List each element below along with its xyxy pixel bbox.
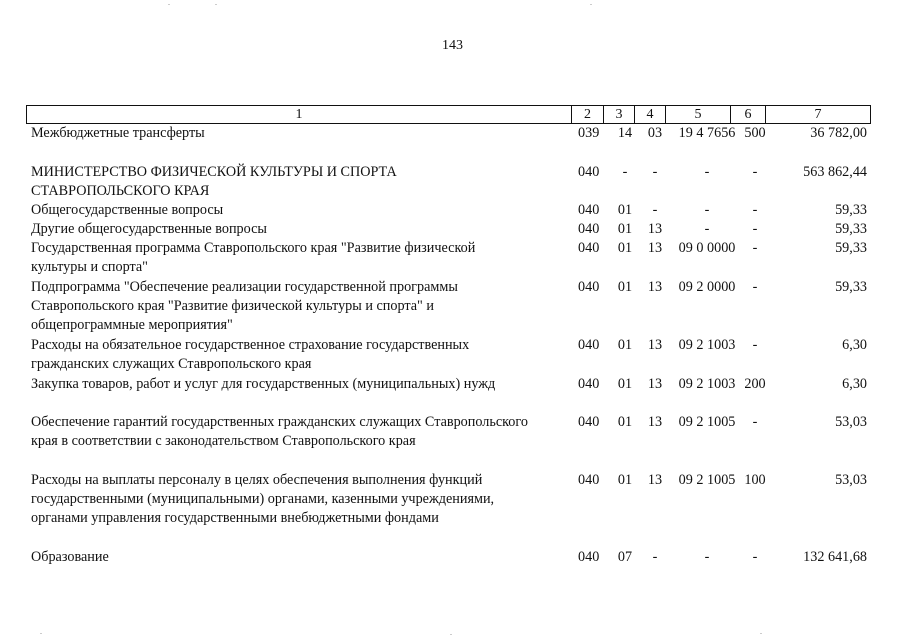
row-name: Межбюджетные трансферты [31, 125, 205, 141]
scan-speck [40, 633, 42, 634]
row-amount: 53,03 [835, 472, 867, 488]
row-section: 01 [617, 414, 633, 430]
row-section: 01 [617, 279, 633, 295]
row-ministry-code: 039 [578, 125, 600, 141]
scan-speck [168, 4, 170, 5]
row-expense-type: 200 [744, 376, 766, 392]
row-target-article: 09 2 1003 [678, 376, 736, 392]
row-ministry-code: 040 [578, 549, 600, 565]
row-expense-type: - [752, 337, 758, 353]
row-name: Обеспечение гарантий государственных гражданских служащих Ставропольского края в соответствии с законодательством Ставропольского края [31, 414, 528, 449]
row-section: 01 [617, 472, 633, 488]
row-section: 01 [617, 240, 633, 256]
column-header-3: 3 [604, 106, 635, 124]
scan-speck [215, 4, 217, 5]
row-target-article: - [704, 221, 710, 237]
row-section: 01 [617, 376, 633, 392]
row-section: 07 [617, 549, 633, 565]
row-expense-type: - [752, 279, 758, 295]
column-header-4: 4 [635, 106, 666, 124]
row-ministry-code: 040 [578, 337, 600, 353]
row-amount: 53,03 [835, 414, 867, 430]
row-ministry-code: 040 [578, 221, 600, 237]
column-header-6: 6 [731, 106, 766, 124]
row-target-article: - [704, 202, 710, 218]
row-amount: 132 641,68 [803, 549, 867, 565]
row-target-article: 09 2 1003 [678, 337, 736, 353]
row-section: - [622, 164, 628, 180]
row-expense-type: 100 [744, 472, 766, 488]
row-target-article: 09 2 0000 [678, 279, 736, 295]
row-subsection: 13 [647, 221, 663, 237]
row-name: МИНИСТЕРСТВО ФИЗИЧЕСКОЙ КУЛЬТУРЫ И СПОРТА СТАВРОПОЛЬСКОГО КРАЯ [31, 164, 397, 199]
row-subsection: 13 [647, 376, 663, 392]
row-name: Государственная программа Ставропольского края "Развитие физической культуры и спорта" [31, 240, 476, 275]
column-header-5: 5 [666, 106, 731, 124]
row-expense-type: - [752, 240, 758, 256]
row-name: Образование [31, 549, 109, 565]
row-ministry-code: 040 [578, 202, 600, 218]
row-amount: 563 862,44 [803, 164, 867, 180]
scan-speck [590, 4, 592, 5]
row-amount: 6,30 [842, 376, 867, 392]
row-section: 01 [617, 337, 633, 353]
row-target-article: - [704, 164, 710, 180]
page-number: 143 [442, 38, 463, 53]
row-subsection: - [652, 549, 658, 565]
row-name: Подпрограмма "Обеспечение реализации государственной программы Ставропольского края "Развитие физической культуры и спорта" и общепрограммные мероприятия" [31, 279, 458, 333]
row-subsection: 13 [647, 414, 663, 430]
row-expense-type: - [752, 414, 758, 430]
row-name: Другие общегосударственные вопросы [31, 221, 267, 237]
row-ministry-code: 040 [578, 472, 600, 488]
row-expense-type: - [752, 221, 758, 237]
row-ministry-code: 040 [578, 240, 600, 256]
row-amount: 59,33 [835, 240, 867, 256]
row-subsection: 03 [647, 125, 663, 141]
row-amount: 6,30 [842, 337, 867, 353]
row-expense-type: - [752, 202, 758, 218]
row-section: 14 [617, 125, 633, 141]
row-name: Общегосударственные вопросы [31, 202, 224, 218]
row-section: 01 [617, 221, 633, 237]
column-header-2: 2 [572, 106, 604, 124]
row-target-article: 09 2 1005 [678, 414, 736, 430]
scan-speck [450, 634, 452, 635]
row-ministry-code: 040 [578, 164, 600, 180]
column-header-table [26, 105, 871, 124]
row-subsection: 13 [647, 472, 663, 488]
row-amount: 59,33 [835, 279, 867, 295]
row-subsection: - [652, 164, 658, 180]
row-expense-type: - [752, 549, 758, 565]
row-ministry-code: 040 [578, 376, 600, 392]
row-target-article: 09 0 0000 [678, 240, 736, 256]
row-name: Расходы на обязательное государственное страхование государственных гражданских служащих Ставропольского края [31, 337, 470, 372]
row-subsection: 13 [647, 279, 663, 295]
row-target-article: 19 4 7656 [678, 125, 736, 141]
row-subsection: 13 [647, 240, 663, 256]
row-ministry-code: 040 [578, 414, 600, 430]
column-header-7: 7 [766, 106, 871, 124]
row-target-article: - [704, 549, 710, 565]
row-ministry-code: 040 [578, 279, 600, 295]
row-name: Закупка товаров, работ и услуг для государственных (муниципальных) нужд [31, 376, 496, 392]
row-amount: 59,33 [835, 202, 867, 218]
scan-speck [760, 633, 762, 634]
row-subsection: 13 [647, 337, 663, 353]
row-amount: 59,33 [835, 221, 867, 237]
row-name: Расходы на выплаты персоналу в целях обеспечения выполнения функций государственными (муниципальными) органами, казенными учреждениями, органами управления государственными внебюджетными фондами [31, 472, 495, 526]
row-section: 01 [617, 202, 633, 218]
row-target-article: 09 2 1005 [678, 472, 736, 488]
row-amount: 36 782,00 [810, 125, 867, 141]
column-header-1: 1 [27, 106, 572, 124]
column-header-row [27, 106, 871, 124]
row-subsection: - [652, 202, 658, 218]
row-expense-type: 500 [744, 125, 766, 141]
row-expense-type: - [752, 164, 758, 180]
